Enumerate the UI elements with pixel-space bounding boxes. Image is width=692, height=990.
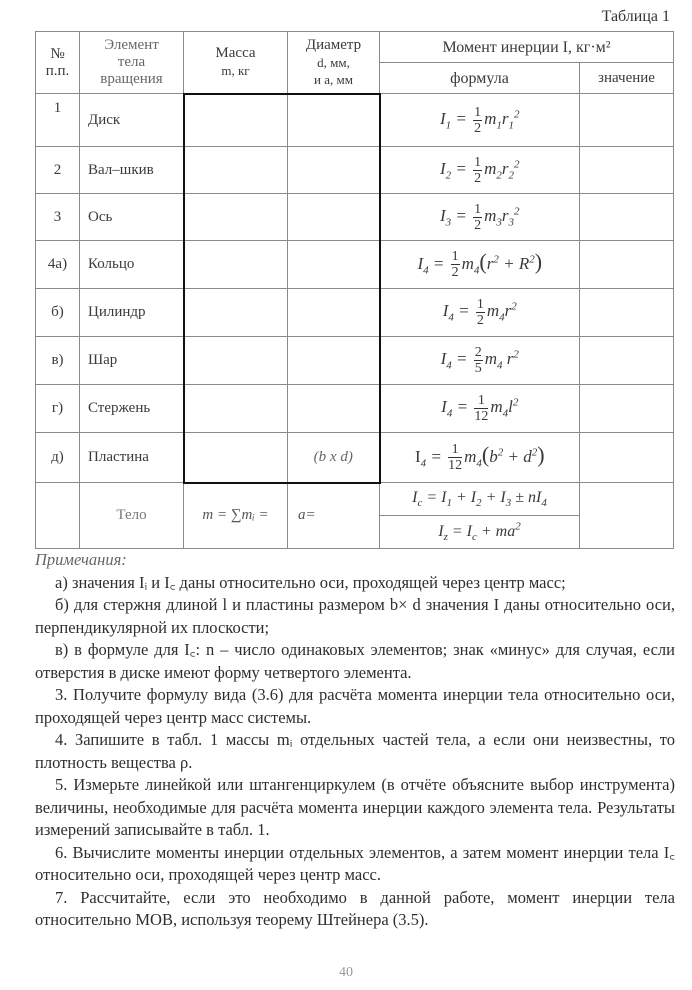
formula-ring: $I_4$ = $\frac{1}{2}$ $m_4(r^2 + R^2)$: [417, 248, 543, 281]
diameter-cell[interactable]: [288, 337, 380, 385]
table-row: [36, 194, 674, 241]
diameter-cell[interactable]: [288, 241, 380, 289]
table-row: [36, 94, 674, 147]
formula-rod: $I_4$ = $\frac{1}{12}$ $m_4l^2$: [441, 393, 519, 424]
mass-cell[interactable]: [184, 194, 288, 241]
formula-Ic: $I_c = I_1 + I_2 + I_3 \pm nI_4$: [412, 488, 547, 510]
mass-cell[interactable]: [184, 241, 288, 289]
row-name: Пластина: [80, 433, 184, 483]
value-cell[interactable]: [580, 289, 674, 337]
header-mass-line2: m, кг: [221, 63, 250, 79]
header-num-line2: п.п.: [45, 62, 70, 79]
table-row: [36, 433, 674, 483]
table-row: [36, 241, 674, 289]
header-mass-line1: Масса: [215, 45, 256, 62]
value-cell[interactable]: [580, 241, 674, 289]
value-cell[interactable]: [580, 385, 674, 433]
header-element-line3: вращения: [100, 71, 163, 87]
formula-cell: [380, 194, 580, 241]
diameter-cell[interactable]: (b x d): [288, 433, 380, 483]
formula-cell: [380, 94, 580, 147]
row-num: в): [36, 337, 80, 385]
header-diameter: [288, 32, 380, 94]
header-value: значение: [580, 63, 674, 94]
diameter-cell[interactable]: [288, 289, 380, 337]
row-num: 1: [36, 94, 80, 147]
diameter-cell[interactable]: [288, 385, 380, 433]
formula-cylinder: $I_4$ = $\frac{1}{2}$ $m_4r^2$: [442, 297, 517, 328]
mass-cell[interactable]: [184, 433, 288, 483]
table-row: [36, 147, 674, 194]
row-num: г): [36, 385, 80, 433]
row-num: 4а): [36, 241, 80, 289]
notes-title: Примечания:: [35, 550, 127, 569]
formula-cell: [380, 241, 580, 289]
step-4: 4. Запишите в табл. 1 массы mᵢ отдельных частей тела, а если они неизвестны, то плотность вещества ρ.: [35, 730, 675, 772]
row-num: 2: [36, 147, 80, 194]
step-3: 3. Получите формулу вида (3.6) для расчёта момента инерции тела относительно оси, проходящей через центр масс системы.: [35, 685, 675, 727]
formula-Iz: $I_z = I_c + ma^2$: [438, 520, 521, 544]
table-row-total: [36, 483, 674, 516]
formula-body-center: [380, 483, 580, 516]
header-diameter-line3: и a, мм: [314, 71, 353, 87]
step-7: 7. Рассчитайте, если это необходимо в данной работе, момент инерции тела относительно МОВ, используя теорему Штейнера (3.5).: [35, 887, 675, 929]
value-cell[interactable]: [580, 194, 674, 241]
formula-plate: $I_4$ = $\frac{1}{12}$ $m_4(b^2 + d^2)$: [414, 441, 545, 474]
mass-cell[interactable]: [184, 385, 288, 433]
row-name: Стержень: [80, 385, 184, 433]
header-diameter-line2: d, мм,: [317, 54, 350, 70]
page-number: 40: [339, 965, 353, 980]
total-distance[interactable]: a=: [288, 483, 380, 549]
notes-section: [35, 549, 675, 932]
table-row: [36, 337, 674, 385]
row-num: б): [36, 289, 80, 337]
header-mass: [184, 32, 288, 94]
formula-cell: [380, 289, 580, 337]
header-moment: Момент инерции I, кг·м²: [380, 32, 674, 63]
mass-cell[interactable]: [184, 337, 288, 385]
formula-body-axis: [380, 516, 580, 549]
table-row: [36, 289, 674, 337]
row-name: Цилиндр: [80, 289, 184, 337]
diameter-cell[interactable]: [288, 194, 380, 241]
header-element: [80, 32, 184, 94]
header-num: [36, 32, 80, 94]
formula-I2: $I_2$ = $\frac{1}{2}$ $m_2r_2^2$: [439, 154, 520, 186]
header-num-line1: №: [50, 45, 65, 62]
note-c: в) в формуле для I꜀: n – число одинаковых элементов; знак «минус» для случая, если отверстия в диске имеют форму четвертого элемента.: [35, 640, 675, 682]
row-num: 3: [36, 194, 80, 241]
value-cell[interactable]: [580, 147, 674, 194]
header-element-line2: тела: [117, 54, 146, 70]
row-name: Диск: [80, 94, 184, 147]
formula-cell: [380, 433, 580, 483]
table-row: [36, 385, 674, 433]
mass-cell[interactable]: [184, 94, 288, 147]
row-num: д): [36, 433, 80, 483]
note-a: а) значения Iᵢ и I꜀ даны относительно оси, проходящей через центр масс;: [55, 572, 566, 592]
total-value[interactable]: [580, 483, 674, 549]
row-name: Шар: [80, 337, 184, 385]
step-5: 5. Измерьте линейкой или штангенциркулем (в отчёте объясните выбор инструмента) величины, необходимые для расчёта момента инерции каждого элемента тела. Результаты измерений записывайте в табл. 1.: [35, 775, 675, 839]
formula-cell: [380, 385, 580, 433]
note-b: б) для стержня длиной l и пластины размером b× d значения I даны относительно оси, перпендикулярной их плоскости;: [35, 595, 675, 637]
header-diameter-line1: Диаметр: [305, 36, 362, 53]
formula-I1: $I_1$ = $\frac{1}{2}$ $m_1r_1^2$: [439, 104, 520, 136]
total-num: [36, 483, 80, 549]
step-6: 6. Вычислите моменты инерции отдельных элементов, а затем момент инерции тела I꜀ относительно оси, проходящей через центр масс.: [35, 842, 675, 884]
row-name: Вал–шкив: [80, 147, 184, 194]
diameter-cell[interactable]: [288, 147, 380, 194]
value-cell[interactable]: [580, 433, 674, 483]
moment-of-inertia-table: [35, 31, 674, 549]
row-name: Кольцо: [80, 241, 184, 289]
formula-I3: $I_3$ = $\frac{1}{2}$ $m_3r_3^2$: [439, 201, 520, 233]
header-element-line1: Элемент: [104, 37, 159, 53]
header-formula: формула: [380, 63, 580, 94]
total-mass[interactable]: m = ∑mᵢ =: [184, 483, 288, 549]
table-caption: Таблица 1: [601, 8, 670, 25]
formula-sphere: $I_4$ = $\frac{2}{5}$ $m_4$ $r^2$: [440, 345, 519, 376]
value-cell[interactable]: [580, 94, 674, 147]
formula-cell: [380, 147, 580, 194]
mass-cell[interactable]: [184, 147, 288, 194]
row-name: Ось: [80, 194, 184, 241]
value-cell[interactable]: [580, 337, 674, 385]
total-name: Тело: [80, 483, 184, 549]
diameter-cell[interactable]: [288, 94, 380, 147]
formula-cell: [380, 337, 580, 385]
mass-cell[interactable]: [184, 289, 288, 337]
